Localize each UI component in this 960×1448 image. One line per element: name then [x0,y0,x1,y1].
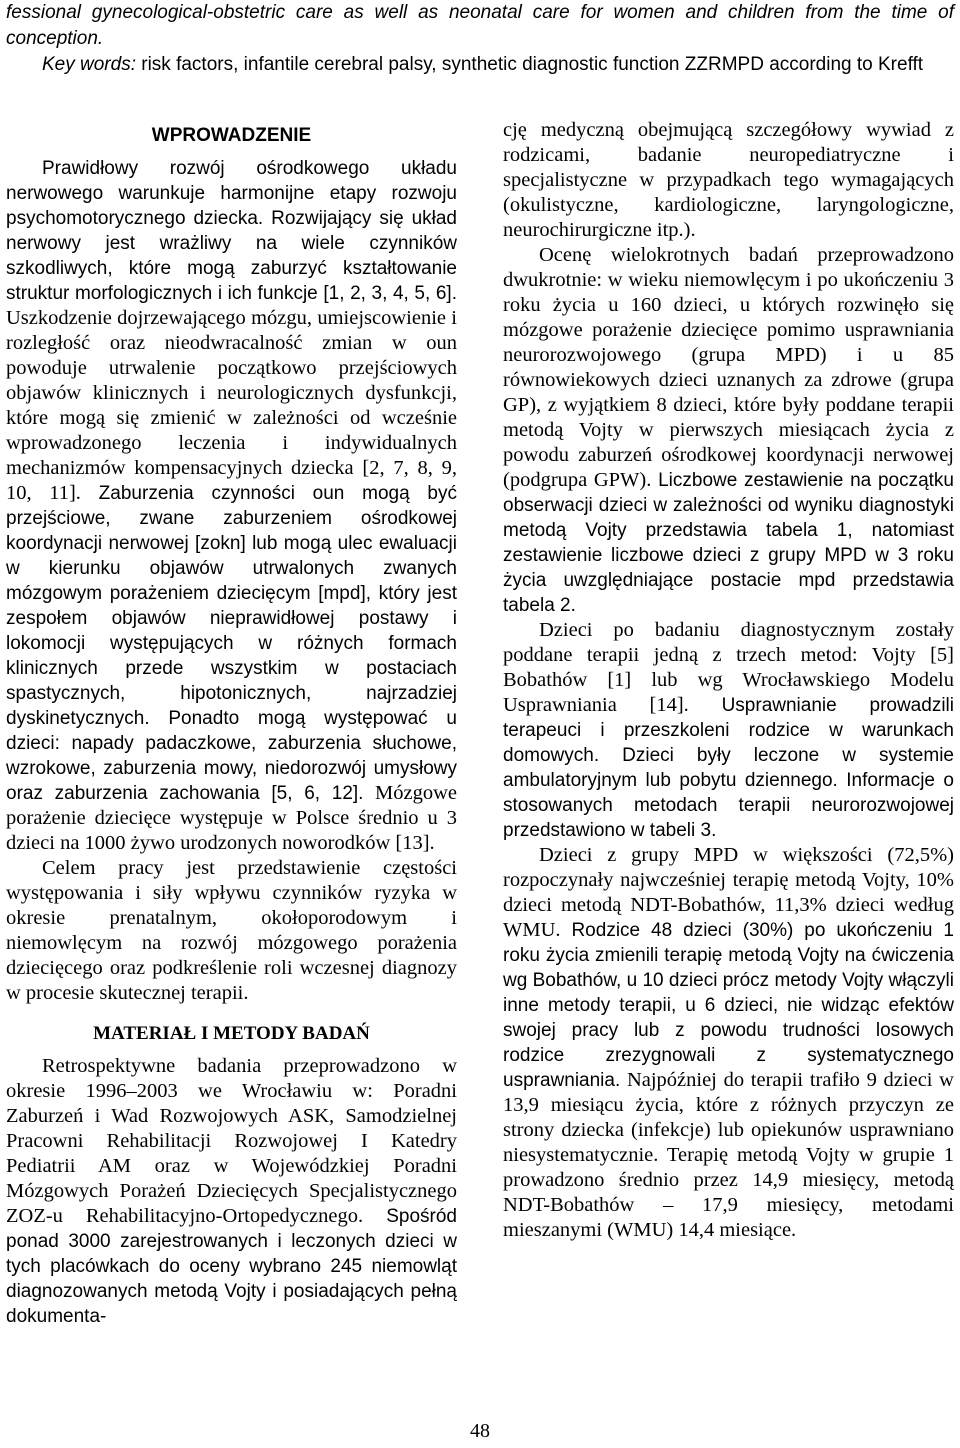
intro-p1-part-e: Mózgowe porażenie dziecięce występuje w Polsce średnio u 3 dzieci na 1000 żywo urodzonych noworodków [13]. [6,782,458,854]
right-p1-part-a: Ocenę wielokrotnych badań przeprowadzono dwukrotnie: w wieku niemowlęcym i po ukończeniu 3 roku życia u 160 dzieci, u których rozwinęło się mózgowe porażenie dziecięce pomimo usprawniania neurorozwojowego (grupa MPD) i u 85 równowiekowych dzieci uznanych za zdrowe (grupa GP), z wyjątkiem 8 dzieci, które były poddane terapii metodą Vojty w pierwszych miesiącach życia z powodu zaburzeń ośrodkowej koordynacji nerwowej (podgrupa GPW). [503,244,954,491]
right-p2-part-b: Usprawnianie prowadzili terapeuci i przeszkoleni rodzice w warunkach domowych. Dzieci były leczone w systemie ambulatoryjnym lub pobytu dziennego. Informacje o stosowanych metodach terapii neurorozwojowej przedstawiono w tabeli 3. [503,695,954,841]
abstract-tail [6,0,954,78]
keywords-line [6,52,954,78]
right-paragraph-2 [503,618,954,843]
right-p3-part-c: Najpóźniej do terapii trafiło 9 dzieci w 13,9 miesiącu życia, które z różnych przyczyn ze strony dziecka (infekcje) lub opiekunów usprawniano niesystematycznie. Terapię metodą Vojty w grupie 1 prowadzono średnio przez 14,9 miesięcy, metodą NDT-Bobathów – 17,9 miesięcy, metodami mieszanymi (WMU) 14,4 miesiące. [503,1069,954,1241]
page-number: 48 [470,1420,490,1442]
right-p3-part-a: Dzieci z grupy MPD w większości (72,5%) rozpoczynały najwcześniej terapię metodą Vojty, 10% dzieci metodą NDT-Bobathów, 11,3% dzieci według WMU. [503,844,954,941]
intro-paragraph-2: Celem pracy jest przedstawienie częstości występowania i siły wpływu czynników ryzyka w okresie prenatalnym, okołoporodowym i niemowlęcym na rozwój mózgowego porażenia dziecięcego oraz podkreślenie roli wczesnej diagnozy w procesie skutecznej terapii. [6,857,457,1004]
intro-p1-part-a: Prawidłowy rozwój ośrodkowego układu nerwowego warunkuje harmonijne etapy rozwoju psychomotorycznego dziecka. Rozwijający się układ nerwowy jest wrażliwy na wiele czynników szkodliwych, które mogą zaburzyć kształtowanie struktur morfologicznych i ich funkcje [1, 2, 3, 4, 5, 6]. [6,158,457,304]
intro-p1-part-d: Ponadto mogą występować u dzieci: napady padaczkowe, zaburzenia słuchowe, wzrokowe, zaburzenia mowy, niedorozwój umysłowy oraz zaburzenia zachowania [5, 6, 12]. [6,708,457,804]
method-paragraph-1 [6,1054,457,1329]
right-p3-part-b: Rodzice 48 dzieci (30%) po ukończeniu 1 roku życia zmienili terapię metodą Vojty na ćwiczenia wg Bobathów, u 10 dzieci prócz metody Vojty włączyli inne metody terapii, u 6 dzieci, nie widząc efektów swojej pracy lub z powodu trudności losowych rodzice zrezygnowali z systematycznego usprawniania. [503,920,954,1091]
right-paragraph-1 [503,243,954,618]
method-p1-part-b: Spośród ponad 3000 zarejestrowanych i leczonych dzieci w tych placówkach do oceny wybrano 245 niemowląt diagnozowanych metodą Vojty i posiadających pełną dokumenta- [6,1206,457,1327]
intro-paragraph-1 [6,156,457,856]
method-heading: MATERIAŁ I METODY BADAŃ [93,1023,370,1044]
right-p2-part-a: Dzieci po badaniu diagnostycznym zostały poddane terapii jedną z trzech metod: Vojty [5] Bobathów [1] lub wg Wrocławskiego Modelu Usprawniania [14]. [503,619,954,716]
right-p1-part-b: Liczbowe zestawienie na początku obserwacji dzieci w zależności od wyniku diagnostyki metodą Vojty przedstawia tabela 1, natomiast zestawienie liczbowe dzieci z grupy MPD w 3 roku życia uwzględniające postacie mpd przedstawia tabela 2. [503,470,954,616]
method-p1-part-a: Retrospektywne badania przeprowadzono w okresie 1996–2003 we Wrocławiu w: Poradni Zaburzeń i Wad Rozwojowych ASK, Samodzielnej Pracowni Rehabilitacji Rozwojowej I Katedry Pediatrii AM oraz w Wojewódzkiej Poradni Mózgowych Porażeń Dziecięcych Specjalistycznego ZOZ-u Rehabilitacyjno-Ortopedycznego. [6,1055,457,1227]
intro-p1-part-c: Zaburzenia czynności oun mogą być przejściowe, zwane zaburzeniem ośrodkowej koordynacji nerwowej [zokn] lub mogą ulec ewaluacji w kierunku objawów utrwalonych zwanych mózgowym porażeniem dziecięcym [mpd], który jest zespołem objawów nieprawidłowej postawy i lokomocji występujących w różnych formach klinicznych przede wszystkim w postaciach spastycznych, hipotonicznych, najrzadziej dyskinetycznych. [6,483,457,729]
right-column [503,118,954,1243]
intro-p1-part-b: Uszkodzenie dojrzewającego mózgu, umiejscowienie i rozległość oraz nieodwracalność zmian w oun powoduje utrwalenie początkowo przejściowych objawów klinicznych i neurologicznych dysfunkcji, które mogą się zmienić w zależności od wcześnie wprowadzonego leczenia i indywidualnych mechanizmów kompensacyjnych dziecka [2, 7, 8, 9, 10, 11]. [6,307,457,504]
abstract-continuation: fessional gynecological-obstetric care as well as neonatal care for women and children from the time of conception. [6,2,954,49]
right-paragraph-0: cję medyczną obejmującą szczegółowy wywiad z rodzicami, badanie neuropediatryczne i specjalistyczne w przypadkach tego wymagających (okulistyczne, kardiologiczne, laryngologiczne, neurochirurgiczne itp.). [503,119,954,241]
keywords-label: Key words: [42,54,136,75]
left-column [6,118,457,1329]
right-paragraph-3 [503,843,954,1243]
keywords-text: risk factors, infantile cerebral palsy, synthetic diagnostic function ZZRMPD according to Krefft [135,54,924,75]
intro-heading: WPROWADZENIE [151,125,312,146]
